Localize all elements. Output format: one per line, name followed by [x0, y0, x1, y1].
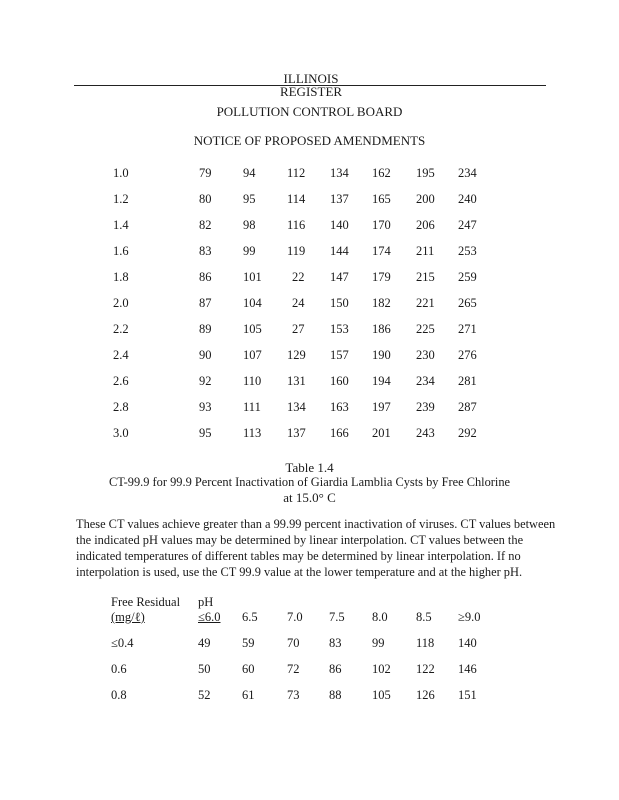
table-cell: 1.6	[113, 244, 129, 258]
table-cell: 153	[330, 322, 349, 336]
table-row	[0, 400, 619, 416]
table-cell: 52	[198, 688, 211, 702]
table-cell: 147	[330, 270, 349, 284]
table-row	[0, 192, 619, 208]
table-row	[0, 636, 619, 652]
table-cell: 95	[199, 426, 212, 440]
table-cell: 287	[458, 400, 477, 414]
table-cell: 112	[287, 166, 306, 180]
table-cell: 225	[416, 322, 435, 336]
explanatory-paragraph	[76, 516, 556, 580]
table-cell: 93	[199, 400, 212, 414]
table-cell: 247	[458, 218, 477, 232]
table-cell: 140	[330, 218, 349, 232]
table-cell: 22	[292, 270, 305, 284]
table-cell: 2.8	[113, 400, 129, 414]
table-cell: 72	[287, 662, 300, 676]
table-caption-number: Table 1.4	[285, 460, 334, 475]
column-header-ph-value: 8.5	[416, 610, 432, 624]
table-cell: 83	[329, 636, 342, 650]
table-cell: 88	[329, 688, 342, 702]
table-caption-temperature: at 15.0° C	[283, 490, 336, 505]
table-cell: 2.0	[113, 296, 129, 310]
table-cell: 92	[199, 374, 212, 388]
paragraph-line: interpolation is used, use the CT 99.9 value at the lower temperature and at the higher pH.	[76, 565, 523, 579]
register-title: ILLINOIS REGISTER	[254, 72, 368, 86]
table-cell: 259	[458, 270, 477, 284]
table-cell: 99	[243, 244, 256, 258]
table-cell: 230	[416, 348, 435, 362]
table-cell: 211	[416, 244, 435, 258]
table-cell: 101	[243, 270, 262, 284]
table-cell: 144	[330, 244, 349, 258]
table-cell: 118	[416, 636, 435, 650]
table-cell: 234	[416, 374, 435, 388]
column-header-ph-value: 8.0	[372, 610, 388, 624]
table-cell: 179	[372, 270, 391, 284]
table-cell: 102	[372, 662, 391, 676]
table-cell: 190	[372, 348, 391, 362]
column-header-ph: pH	[198, 595, 214, 609]
column-header-ph-value: 6.5	[242, 610, 258, 624]
table-cell: 110	[243, 374, 262, 388]
column-header-ph-value: ≤6.0	[198, 610, 221, 624]
column-header-ph-value: ≥9.0	[458, 610, 481, 624]
table-cell: 86	[199, 270, 212, 284]
header-rule-left	[74, 85, 254, 86]
column-header-unit: (mg/ℓ)	[111, 610, 145, 624]
table-cell: 2.6	[113, 374, 129, 388]
table-cell: 89	[199, 322, 212, 336]
table-header-row	[0, 595, 619, 611]
table-cell: 163	[330, 400, 349, 414]
table-cell: 134	[287, 400, 306, 414]
table-cell: 107	[243, 348, 262, 362]
table-cell: 73	[287, 688, 300, 702]
table-cell: 240	[458, 192, 477, 206]
table-cell: 137	[330, 192, 349, 206]
table-cell: 206	[416, 218, 435, 232]
table-cell: 2.2	[113, 322, 129, 336]
table-row	[0, 662, 619, 678]
table-cell: 146	[458, 662, 477, 676]
table-cell: 3.0	[113, 426, 129, 440]
table-cell: 129	[287, 348, 306, 362]
table-cell: 104	[243, 296, 262, 310]
table-cell: 1.8	[113, 270, 129, 284]
table-cell: 265	[458, 296, 477, 310]
table-cell: 94	[243, 166, 256, 180]
table-row	[0, 374, 619, 390]
table-cell: 134	[330, 166, 349, 180]
table-cell: 182	[372, 296, 391, 310]
table-cell: 61	[242, 688, 255, 702]
header-rule-right	[368, 85, 546, 86]
table-cell: 151	[458, 688, 477, 702]
paragraph-line: the indicated pH values may be determined by linear interpolation. CT values between the	[76, 533, 524, 547]
table-cell: 162	[372, 166, 391, 180]
table-cell: 174	[372, 244, 391, 258]
table-cell: 150	[330, 296, 349, 310]
table-row	[0, 348, 619, 364]
table-row	[0, 426, 619, 442]
table-cell: 82	[199, 218, 212, 232]
table-cell: 114	[287, 192, 306, 206]
table-cell: 122	[416, 662, 435, 676]
table-row	[0, 166, 619, 182]
table-cell: 253	[458, 244, 477, 258]
table-cell: 79	[199, 166, 212, 180]
table-cell: 157	[330, 348, 349, 362]
column-header-residual: Free Residual	[111, 595, 181, 609]
table-cell: 137	[287, 426, 306, 440]
board-title: POLLUTION CONTROL BOARD	[216, 104, 403, 119]
table-cell: 49	[198, 636, 211, 650]
column-header-ph-value: 7.5	[329, 610, 345, 624]
table-cell: 194	[372, 374, 391, 388]
table-cell: 195	[416, 166, 435, 180]
table-row	[0, 322, 619, 338]
table-cell: 292	[458, 426, 477, 440]
table-cell: 165	[372, 192, 391, 206]
table-cell: 221	[416, 296, 435, 310]
table-cell: 50	[198, 662, 211, 676]
table-cell: 60	[242, 662, 255, 676]
table-cell: 200	[416, 192, 435, 206]
table-cell: 160	[330, 374, 349, 388]
table-cell: 111	[243, 400, 261, 414]
table-cell: 2.4	[113, 348, 129, 362]
table-cell: 271	[458, 322, 477, 336]
table-cell: 166	[330, 426, 349, 440]
table-cell: 83	[199, 244, 212, 258]
table-cell: 276	[458, 348, 477, 362]
table-cell: 86	[329, 662, 342, 676]
table-cell: 70	[287, 636, 300, 650]
table-cell: 105	[243, 322, 262, 336]
table-cell: 131	[287, 374, 306, 388]
table-row	[0, 244, 619, 260]
table-row	[0, 218, 619, 234]
table-cell: 105	[372, 688, 391, 702]
column-header-ph-value: 7.0	[287, 610, 303, 624]
table-cell: 99	[372, 636, 385, 650]
table-cell: 243	[416, 426, 435, 440]
table-cell: ≤0.4	[111, 636, 134, 650]
table-row	[0, 270, 619, 286]
paragraph-line: These CT values achieve greater than a 99.99 percent inactivation of viruses. CT values between	[76, 517, 556, 531]
table-cell: 215	[416, 270, 435, 284]
table-cell: 170	[372, 218, 391, 232]
table-cell: 1.2	[113, 192, 129, 206]
paragraph-line: indicated temperatures of different tables may be determined by linear interpolation. If no	[76, 549, 521, 563]
notice-title: NOTICE OF PROPOSED AMENDMENTS	[193, 133, 426, 148]
table-cell: 80	[199, 192, 212, 206]
table-cell: 0.8	[111, 688, 127, 702]
table-cell: 281	[458, 374, 477, 388]
table-cell: 90	[199, 348, 212, 362]
table-cell: 95	[243, 192, 256, 206]
table-cell: 234	[458, 166, 477, 180]
table-row	[0, 296, 619, 312]
table-cell: 1.4	[113, 218, 129, 232]
table-cell: 27	[292, 322, 305, 336]
table-cell: 140	[458, 636, 477, 650]
table-cell: 59	[242, 636, 255, 650]
table-cell: 126	[416, 688, 435, 702]
table-cell: 116	[287, 218, 306, 232]
table-cell: 98	[243, 218, 256, 232]
table-cell: 113	[243, 426, 262, 440]
table-cell: 239	[416, 400, 435, 414]
table-cell: 119	[287, 244, 306, 258]
table-caption-title: CT-99.9 for 99.9 Percent Inactivation of Giardia Lamblia Cysts by Free Chlorine	[108, 475, 511, 489]
table-cell: 1.0	[113, 166, 129, 180]
table-cell: 24	[292, 296, 305, 310]
table-row	[0, 688, 619, 704]
table-cell: 186	[372, 322, 391, 336]
table-cell: 0.6	[111, 662, 127, 676]
table-header-row	[0, 610, 619, 626]
table-cell: 197	[372, 400, 391, 414]
register-header	[74, 71, 546, 99]
table-cell: 87	[199, 296, 212, 310]
table-cell: 201	[372, 426, 391, 440]
